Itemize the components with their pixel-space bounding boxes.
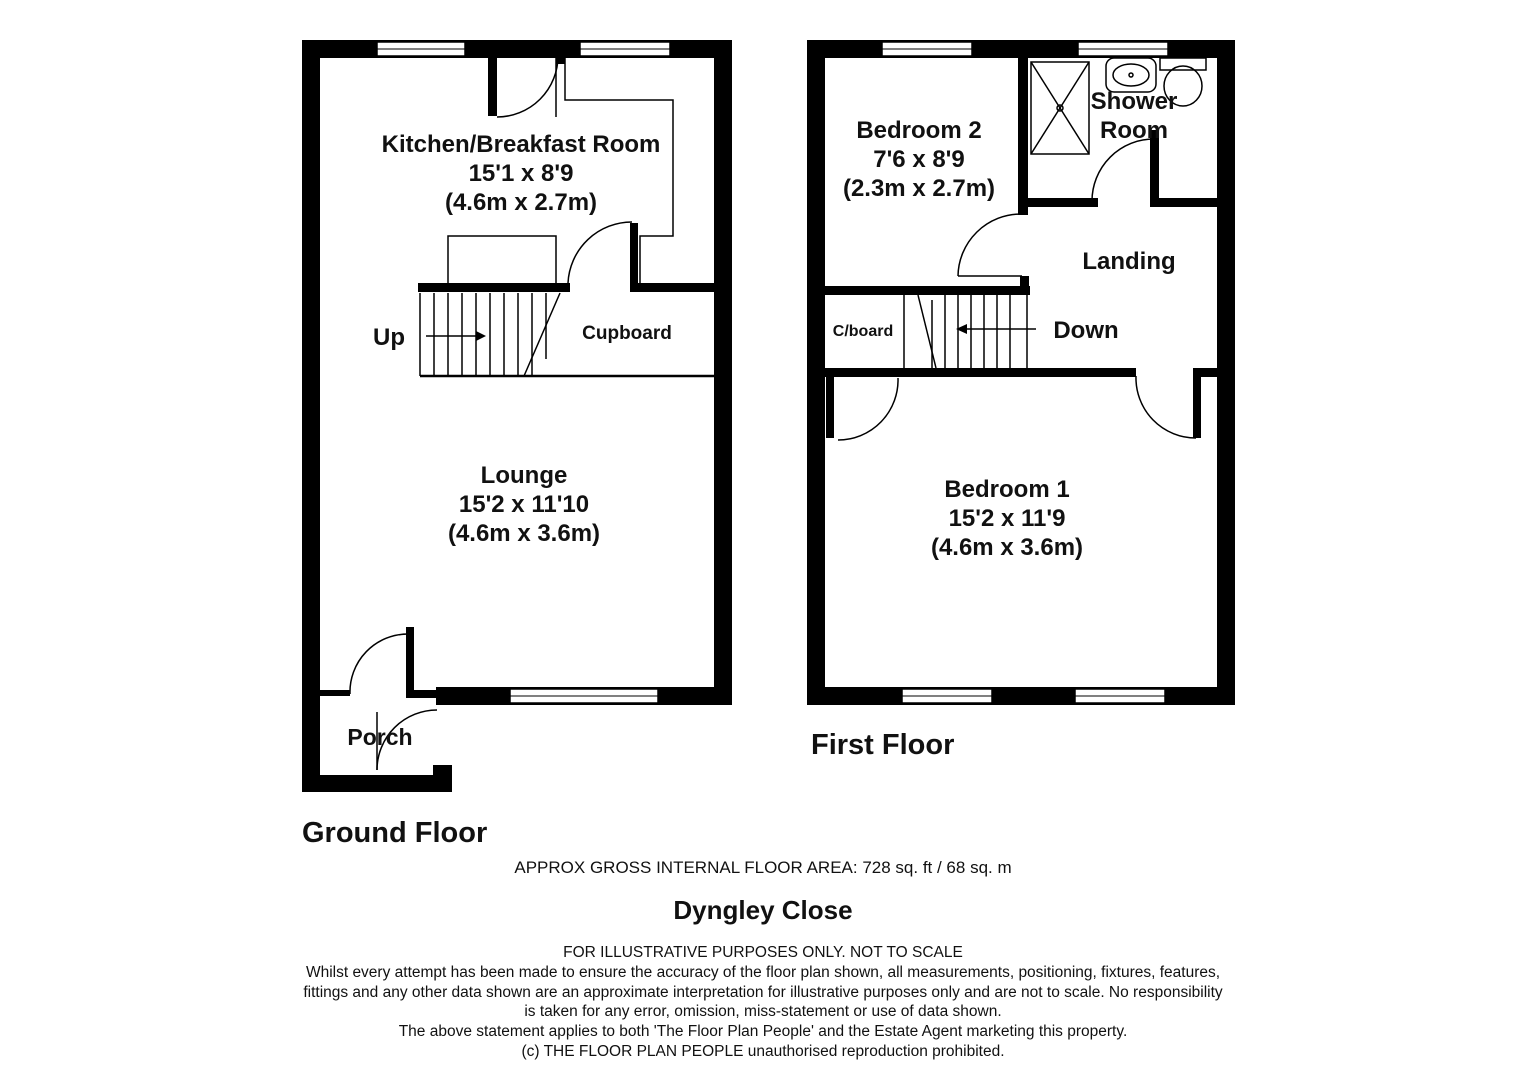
disclaimer-line: is taken for any error, omission, miss-statement or use of data shown. [524,1003,1002,1021]
disclaimer [0,943,1526,1062]
ground-floor-label: Ground Floor [302,817,488,849]
shower-room-door-swing [1092,139,1154,201]
cboard-label: C/board [832,323,894,340]
porch-label: Porch [347,724,413,750]
up-label: Up [373,324,405,351]
disclaimer-line: fittings and any other data shown are an approximate interpretation for illustrative purposes only and are not to scale. No responsibility [303,983,1223,1001]
bedroom1-door-swing [1136,376,1196,438]
kitchen-worktop [565,58,673,286]
disclaimer-line: (c) THE FLOOR PLAN PEOPLE unauthorised reproduction prohibited. [521,1042,1005,1060]
ground-floor-labels [302,131,672,849]
bedroom1-dims-imperial: 15'2 x 11'9 [948,505,1066,532]
bedroom1-dims-metric: (4.6m x 3.6m) [930,534,1084,561]
cupboard-door-swing [568,222,632,283]
bedroom2-dims-imperial: 7'6 x 8'9 [873,146,965,173]
bedroom2-name: Bedroom 2 [856,117,982,144]
kitchen-appliance [448,236,556,286]
cboard-door-swing [838,378,898,440]
property-address: Dyngley Close [673,895,853,925]
first-floor-label: First Floor [811,729,955,761]
ground-floor-plan [302,40,732,849]
porch-inner-door-swing [350,634,408,694]
landing-label: Landing [1082,248,1176,275]
toilet-cistern [1160,58,1206,70]
shower-room-label-line2: Room [1100,117,1168,144]
lounge-dims-metric: (4.6m x 3.6m) [447,520,601,547]
bedroom2-dims-metric: (2.3m x 2.7m) [842,175,996,202]
disclaimer-line: FOR ILLUSTRATIVE PURPOSES ONLY. NOT TO SCALE [563,944,963,961]
up-arrow-head [476,331,486,341]
back-door-swing [497,56,558,117]
bedroom2-door-swing [958,214,1021,276]
shower-room-label-line1: Shower [1090,88,1178,115]
gross-floor-area: APPROX GROSS INTERNAL FLOOR AREA: 728 sq. ft / 68 sq. m [514,858,1012,877]
first-floor-plan [807,40,1235,761]
cupboard-label: Cupboard [582,323,672,344]
bedroom1-name: Bedroom 1 [944,476,1070,503]
lounge-name: Lounge [480,462,568,489]
disclaimer-line: Whilst every attempt has been made to ensure the accuracy of the floor plan shown, all measurements, positioning, fixtures, features, [305,963,1221,981]
first-staircase [904,295,1036,368]
disclaimer-line: The above statement applies to both 'The Floor Plan People' and the Estate Agent marketing this property. [398,1023,1128,1041]
kitchen-dims-imperial: 15'1 x 8'9 [468,160,574,187]
kitchen-name: Kitchen/Breakfast Room [381,131,661,158]
stair-partition-walls [418,223,720,378]
first-floor-labels [811,88,1177,761]
lounge-dims-imperial: 15'2 x 11'10 [458,491,590,518]
kitchen-dims-metric: (4.6m x 2.7m) [444,189,598,216]
down-label: Down [1053,317,1119,344]
